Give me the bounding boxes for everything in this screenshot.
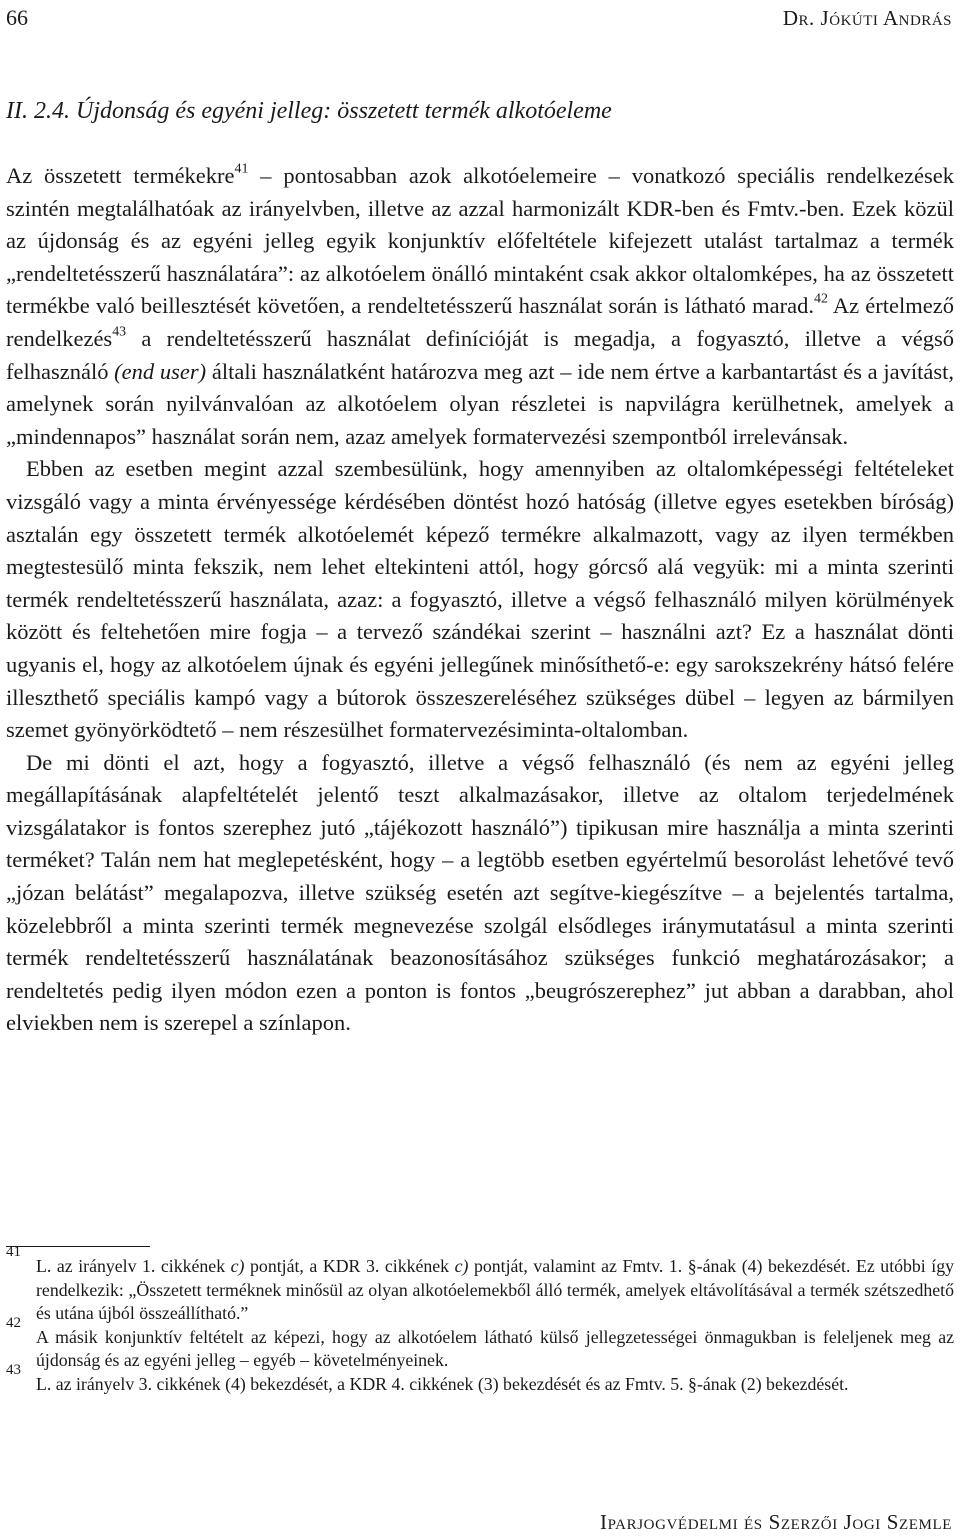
running-footer-journal: Iparjogvédelmi és Szerzői Jogi Szemle <box>600 1510 952 1534</box>
footnote-43 <box>6 1361 954 1397</box>
running-header-author: Dr. Jókúti András <box>782 6 952 30</box>
paragraph-2: Ebben az esetben megint azzal szembesülünk, hogy amennyiben az oltalomképességi feltételeket vizsgáló vagy a minta érvényessége kérdésében döntést hozó hatóság (illetve egyes esetekben bíróság) asztalán egy összetett termék alkotóelemét képező termékre alkalmazott, vagy az ilyen termékben megtestesülő minta fekszik, nem lehet eltekinteni attól, hogy górcső alá vegyük: mi a minta szerinti termék rendeltetésszerű használata, azaz: a fogyasztó, illetve a végső felhasználó milyen körülmények között és feltehetően mire fogja – a tervező szándékai szerint – használni azt? Ez a használat dönti ugyanis el, hogy az alkotóelem újnak és egyéni jellegűnek minősíthető-e: egy sarokszekrény hátsó felére illeszthető speciális kampó vagy a bútorok összeszereléséhez szükséges dübel – legyen az bármilyen szemet gyönyörködtető – nem részesülhet formatervezésiminta-oltalomban. <box>6 456 954 743</box>
page-number: 66 <box>6 5 28 30</box>
footnote-ref-41[interactable]: 41 <box>234 161 249 177</box>
p1-text-3: Az értelmező rendelkezés <box>6 293 955 351</box>
footnotes <box>6 1244 955 1396</box>
footnote-text: L. az irányelv 3. cikkének (4) bekezdését, a KDR 4. cikkének (3) bekezdését és az Fmtv. 5. §-ának (2) bekezdését. <box>36 1373 849 1394</box>
paragraph-3: De mi dönti el azt, hogy a fogyasztó, illetve a végső felhasználó (és nem az egyéni jelleg megállapításának alapfeltételét jelentő teszt alkalmazásakor, illetve az oltalom terjedelmének vizsgálatakor is fontos szerephez jutó „tájékozott használó”) tipikusan mire használja a minta szerinti terméket? Talán nem hat meglepetésként, hogy – a legtöbb esetben egyértelmű besorolást lehetővé tevő „józan belátást” megalapozva, illetve szükség esetén azt segítve-kiegészítve – a bejelentés tartalma, közelebbről a minta szerinti termék megnevezése szolgál elsődleges iránymutatásul a minta szerinti termék rendeltetésszerű használatának beazonosításához szükséges funkció meghatározásakor; a rendeltetés pedig ilyen módon ezen a ponton is fontos „beugrószerephez” jut abban a darabban, ahol elviekben nem is szerepel a színlapon. <box>6 749 954 1036</box>
body-text <box>6 160 954 1040</box>
footnote-text: pontját, a KDR 3. cikkének <box>244 1256 455 1276</box>
p1-text-2: – pontosabban azok alkotóelemeire – vonatkozó speciális rendelkezések szintén megtalálhatóak az irányelvben, illetve az azzal harmonizált KDR-ben és Fmtv.-ben. Ezek közül az újdonság és az egyéni jelleg egyik konjunktív előfeltétele kifejezett utalást tartalmaz a termék „rendeltetésszerű használatára”: az alkotóelem önálló mintaként csak akkor oltalomképes, ha az összetett termékbe való beillesztését követően, a rendeltetésszerű használat során is látható marad. <box>6 163 954 319</box>
footnote-ref-43[interactable]: 43 <box>112 324 127 340</box>
footnote-italic: c) <box>230 1256 245 1276</box>
p1-text-5: általi használatként határozva meg azt – ide nem értve a karbantartást és a javítást, amelynek során nyilvánvalóan az alkotóelem olyan részletei is napvilágra kerülhetnek, amelyek a „mindennapos” használat során nem, azaz amelyek formatervezési szempontból irrelevánsak. <box>6 358 954 449</box>
footnote-number: 43 <box>6 1361 21 1378</box>
paragraph-1 <box>6 160 954 453</box>
p1-italic-end-user: (end user) <box>114 358 207 384</box>
footnote-italic: c) <box>454 1256 469 1276</box>
footnote-ref-42[interactable]: 42 <box>813 291 828 307</box>
footnote-text: A másik konjunktív feltételt az képezi, hogy az alkotóelem látható külső jellegzetességei önmagukban is feleljenek meg az újdonság és az egyéni jelleg – egyéb – követelményeinek. <box>36 1326 954 1370</box>
footnote-number: 41 <box>6 1244 21 1260</box>
footnote-41 <box>6 1244 955 1326</box>
footnote-separator <box>6 1246 150 1247</box>
section-heading: II. 2.4. Újdonság és egyéni jelleg: összetett termék alkotóeleme <box>6 98 612 124</box>
footnote-42 <box>6 1314 954 1373</box>
p1-text-1: Az összetett termékekre <box>6 163 235 188</box>
p1-text-4: a rendeltetésszerű használat definícióját is megadja, a fogyasztó, illetve a végső felhasználó <box>6 325 954 384</box>
footnote-text: L. az irányelv 1. cikkének <box>36 1256 231 1276</box>
footnote-text: pontját, valamint az Fmtv. 1. §-ának (4) bekezdését. Ez utóbbi így rendelkezik: „Összetett terméknek minősül az olyan alkotóelemekből álló termék, amelyek eltávolításával a termék szétszedhető és utána újból összeállítható.” <box>36 1256 955 1323</box>
footnote-number: 42 <box>6 1314 21 1331</box>
